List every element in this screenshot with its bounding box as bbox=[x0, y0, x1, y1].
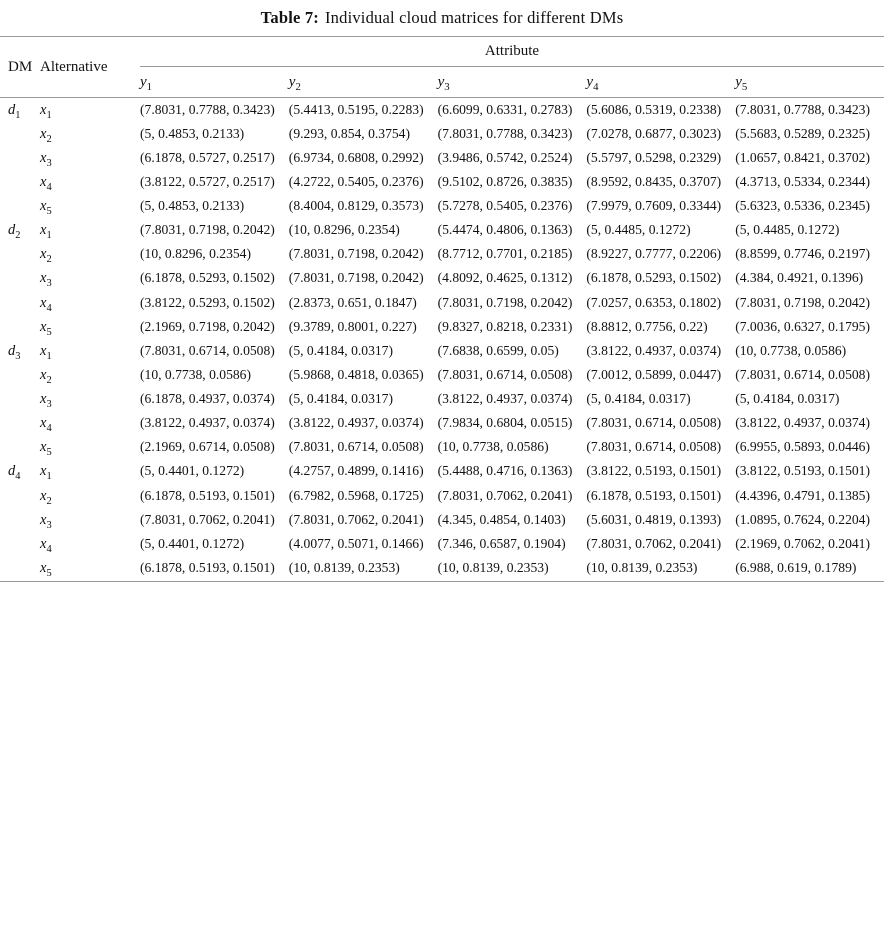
matrix-cell: (7.8031, 0.7788, 0.3423) bbox=[140, 101, 275, 117]
alternative-label: $x_1$ bbox=[40, 463, 52, 483]
header-row-main bbox=[0, 37, 884, 67]
col-header-y1: $y_1$ bbox=[140, 67, 289, 98]
alternative-label: $x_3$ bbox=[40, 270, 52, 290]
matrix-cell: (10, 0.7738, 0.0586) bbox=[140, 366, 252, 382]
matrix-cell: (7.8031, 0.6714, 0.0508) bbox=[288, 439, 424, 455]
matrix-cell: (7.8031, 0.7062, 0.2041) bbox=[288, 511, 424, 527]
matrix-cell: (4.2722, 0.5405, 0.2376) bbox=[288, 173, 424, 189]
matrix-cell: (6.1878, 0.4937, 0.0374) bbox=[140, 391, 275, 406]
table-row bbox=[0, 412, 884, 436]
alternative-label: $x_1$ bbox=[40, 101, 52, 121]
matrix-cell: (6.9734, 0.6808, 0.2992) bbox=[288, 149, 424, 165]
table-row bbox=[0, 243, 884, 267]
alternative-label: $x_1$ bbox=[40, 342, 52, 362]
alternative-label: $x_2$ bbox=[40, 487, 52, 507]
matrix-cell: (4.4396, 0.4791, 0.1385) bbox=[735, 487, 870, 503]
table-row bbox=[0, 146, 884, 170]
alternative-label: $x_4$ bbox=[40, 535, 52, 555]
matrix-cell: (2.1969, 0.7198, 0.2042) bbox=[140, 318, 275, 334]
table-row bbox=[0, 267, 884, 291]
matrix-cell: (5.6323, 0.5336, 0.2345) bbox=[735, 198, 870, 213]
alternative-label: $x_3$ bbox=[40, 391, 52, 410]
matrix-cell: (3.8122, 0.4937, 0.0374) bbox=[140, 415, 275, 431]
matrix-cell: (5.6031, 0.4819, 0.1393) bbox=[586, 511, 722, 527]
matrix-cell: (1.0657, 0.8421, 0.3702) bbox=[735, 149, 870, 165]
matrix-cell: (7.8031, 0.6714, 0.0508) bbox=[437, 366, 573, 382]
alternative-label: $x_5$ bbox=[40, 318, 52, 338]
table-row bbox=[0, 339, 884, 363]
table-row bbox=[0, 122, 884, 146]
matrix-cell: (7.0278, 0.6877, 0.3023) bbox=[586, 125, 722, 141]
matrix-cell: (7.8031, 0.6714, 0.0508) bbox=[735, 366, 870, 382]
matrix-cell: (3.8122, 0.4937, 0.0374) bbox=[586, 342, 722, 358]
matrix-cell: (7.8031, 0.7062, 0.2041) bbox=[437, 487, 573, 503]
matrix-cell: (7.8031, 0.6714, 0.0508) bbox=[140, 342, 275, 358]
table-body bbox=[0, 98, 884, 582]
matrix-cell: (7.8031, 0.6714, 0.0508) bbox=[586, 415, 722, 431]
matrix-cell: (5.9868, 0.4818, 0.0365) bbox=[288, 366, 424, 382]
table-caption-label: Table 7: bbox=[260, 8, 319, 27]
matrix-cell: (5, 0.4184, 0.0317) bbox=[288, 391, 394, 406]
matrix-cell: (7.346, 0.6587, 0.1904) bbox=[437, 535, 566, 551]
table-row bbox=[0, 363, 884, 387]
matrix-cell: (9.8327, 0.8218, 0.2331) bbox=[437, 318, 573, 334]
matrix-cell: (6.9955, 0.5893, 0.0446) bbox=[735, 439, 870, 455]
matrix-cell: (8.8599, 0.7746, 0.2197) bbox=[735, 246, 870, 262]
table-row bbox=[0, 556, 884, 581]
matrix-cell: (3.8122, 0.5193, 0.1501) bbox=[735, 463, 870, 479]
table-row bbox=[0, 436, 884, 460]
table-row bbox=[0, 98, 884, 123]
matrix-cell: (7.9979, 0.7609, 0.3344) bbox=[586, 198, 722, 213]
col-header-y3: $y_3$ bbox=[438, 67, 587, 98]
alternative-label: $x_4$ bbox=[40, 294, 52, 314]
matrix-cell: (8.8812, 0.7756, 0.22) bbox=[586, 318, 708, 334]
matrix-cell: (5.4474, 0.4806, 0.1363) bbox=[437, 222, 573, 238]
alternative-label: $x_4$ bbox=[40, 173, 52, 193]
matrix-cell: (3.8122, 0.5193, 0.1501) bbox=[586, 463, 722, 479]
matrix-cell: (5.4488, 0.4716, 0.1363) bbox=[437, 463, 573, 479]
alternative-label: $x_1$ bbox=[40, 222, 52, 242]
alternative-label: $x_2$ bbox=[40, 246, 52, 266]
matrix-cell: (7.0257, 0.6353, 0.1802) bbox=[586, 294, 722, 310]
table-row bbox=[0, 195, 884, 219]
alternative-label: $x_3$ bbox=[40, 511, 52, 531]
matrix-cell: (6.1878, 0.5193, 0.1501) bbox=[140, 559, 275, 575]
matrix-cell: (7.9834, 0.6804, 0.0515) bbox=[437, 415, 573, 431]
alternative-label: $x_5$ bbox=[40, 439, 52, 459]
matrix-cell: (8.9227, 0.7777, 0.2206) bbox=[586, 246, 722, 262]
matrix-cell: (10, 0.8139, 0.2353) bbox=[586, 559, 698, 575]
table-row bbox=[0, 388, 884, 412]
matrix-cell: (7.8031, 0.7198, 0.2042) bbox=[288, 270, 424, 286]
matrix-cell: (5.4413, 0.5195, 0.2283) bbox=[288, 101, 424, 117]
table-row bbox=[0, 291, 884, 315]
table-row bbox=[0, 170, 884, 194]
matrix-cell: (3.8122, 0.5727, 0.2517) bbox=[140, 173, 275, 189]
col-header-attribute: Attribute bbox=[140, 37, 884, 67]
matrix-cell: (2.1969, 0.7062, 0.2041) bbox=[735, 535, 870, 551]
matrix-cell: (7.0036, 0.6327, 0.1795) bbox=[735, 318, 870, 334]
matrix-cell: (6.1878, 0.5193, 0.1501) bbox=[586, 487, 722, 503]
matrix-cell: (5, 0.4184, 0.0317) bbox=[586, 391, 691, 406]
col-header-y4: $y_4$ bbox=[586, 67, 735, 98]
table-row bbox=[0, 315, 884, 339]
matrix-cell: (5, 0.4485, 0.1272) bbox=[735, 222, 840, 238]
matrix-cell: (8.7712, 0.7701, 0.2185) bbox=[437, 246, 573, 262]
matrix-cell: (1.0895, 0.7624, 0.2204) bbox=[735, 511, 870, 527]
matrix-cell: (4.384, 0.4921, 0.1396) bbox=[735, 270, 864, 286]
matrix-cell: (10, 0.7738, 0.0586) bbox=[437, 439, 549, 455]
dm-label: $d_3$ bbox=[8, 342, 21, 362]
table-row bbox=[0, 219, 884, 243]
col-header-y2: $y_2$ bbox=[289, 67, 438, 98]
matrix-cell: (2.8373, 0.651, 0.1847) bbox=[288, 294, 417, 310]
matrix-cell: (5, 0.4853, 0.2133) bbox=[140, 198, 245, 213]
matrix-cell: (6.1878, 0.5727, 0.2517) bbox=[140, 149, 275, 165]
cloud-matrices-table bbox=[0, 36, 884, 582]
matrix-cell: (3.8122, 0.4937, 0.0374) bbox=[735, 415, 870, 431]
matrix-cell: (7.8031, 0.7062, 0.2041) bbox=[586, 535, 722, 551]
matrix-cell: (5, 0.4401, 0.1272) bbox=[140, 463, 245, 479]
matrix-cell: (7.8031, 0.7788, 0.3423) bbox=[437, 125, 573, 141]
matrix-cell: (6.1878, 0.5293, 0.1502) bbox=[586, 270, 722, 286]
matrix-cell: (10, 0.8296, 0.2354) bbox=[288, 222, 400, 238]
matrix-cell: (7.8031, 0.7198, 0.2042) bbox=[140, 222, 275, 238]
table-row bbox=[0, 532, 884, 556]
matrix-cell: (9.3789, 0.8001, 0.227) bbox=[288, 318, 417, 334]
matrix-cell: (6.6099, 0.6331, 0.2783) bbox=[437, 101, 573, 117]
alternative-label: $x_3$ bbox=[40, 149, 52, 169]
matrix-cell: (6.1878, 0.5193, 0.1501) bbox=[140, 487, 275, 503]
matrix-cell: (8.4004, 0.8129, 0.3573) bbox=[288, 198, 424, 213]
dm-label: $d_1$ bbox=[8, 101, 21, 121]
matrix-cell: (3.9486, 0.5742, 0.2524) bbox=[437, 149, 573, 165]
matrix-cell: (7.8031, 0.7198, 0.2042) bbox=[735, 294, 870, 310]
matrix-cell: (5, 0.4401, 0.1272) bbox=[140, 535, 245, 551]
col-header-dm: DM bbox=[0, 37, 40, 98]
matrix-cell: (5, 0.4184, 0.0317) bbox=[735, 391, 840, 406]
matrix-cell: (5.6086, 0.5319, 0.2338) bbox=[586, 101, 722, 117]
alternative-label: $x_4$ bbox=[40, 415, 52, 435]
matrix-cell: (7.0012, 0.5899, 0.0447) bbox=[586, 366, 722, 382]
col-header-alternative: Alternative bbox=[40, 37, 140, 98]
dm-label: $d_4$ bbox=[8, 463, 21, 483]
matrix-cell: (9.5102, 0.8726, 0.3835) bbox=[437, 173, 573, 189]
matrix-cell: (3.8122, 0.5293, 0.1502) bbox=[140, 294, 275, 310]
matrix-cell: (5.7278, 0.5405, 0.2376) bbox=[437, 198, 573, 213]
matrix-cell: (5, 0.4184, 0.0317) bbox=[288, 342, 394, 358]
matrix-cell: (5, 0.4485, 0.1272) bbox=[586, 222, 691, 238]
matrix-cell: (10, 0.8139, 0.2353) bbox=[288, 559, 400, 575]
matrix-cell: (3.8122, 0.4937, 0.0374) bbox=[437, 391, 573, 406]
matrix-cell: (6.988, 0.619, 0.1789) bbox=[735, 559, 857, 575]
alternative-label: $x_5$ bbox=[40, 198, 52, 217]
matrix-cell: (7.8031, 0.7788, 0.3423) bbox=[735, 101, 870, 117]
table-caption bbox=[0, 4, 884, 36]
matrix-cell: (9.293, 0.854, 0.3754) bbox=[288, 125, 410, 141]
matrix-cell: (4.0077, 0.5071, 0.1466) bbox=[288, 535, 424, 551]
matrix-cell: (5.5683, 0.5289, 0.2325) bbox=[735, 125, 870, 141]
alternative-label: $x_5$ bbox=[40, 559, 52, 579]
matrix-cell: (8.9592, 0.8435, 0.3707) bbox=[586, 173, 722, 189]
matrix-cell: (7.6838, 0.6599, 0.05) bbox=[437, 342, 559, 358]
dm-label: $d_2$ bbox=[8, 222, 21, 242]
col-header-y5: $y_5$ bbox=[735, 67, 884, 98]
alternative-label: $x_2$ bbox=[40, 125, 52, 145]
matrix-cell: (7.8031, 0.7198, 0.2042) bbox=[288, 246, 424, 262]
matrix-cell: (7.8031, 0.6714, 0.0508) bbox=[586, 439, 722, 455]
alternative-label: $x_2$ bbox=[40, 366, 52, 386]
matrix-cell: (6.1878, 0.5293, 0.1502) bbox=[140, 270, 275, 286]
table-row bbox=[0, 460, 884, 484]
matrix-cell: (4.3713, 0.5334, 0.2344) bbox=[735, 173, 870, 189]
table-row bbox=[0, 484, 884, 508]
matrix-cell: (4.8092, 0.4625, 0.1312) bbox=[437, 270, 573, 286]
matrix-cell: (3.8122, 0.4937, 0.0374) bbox=[288, 415, 424, 431]
table-head bbox=[0, 37, 884, 98]
table-row bbox=[0, 508, 884, 532]
matrix-cell: (7.8031, 0.7198, 0.2042) bbox=[437, 294, 573, 310]
matrix-cell: (5.5797, 0.5298, 0.2329) bbox=[586, 149, 722, 165]
matrix-cell: (10, 0.8296, 0.2354) bbox=[140, 246, 252, 262]
matrix-cell: (10, 0.8139, 0.2353) bbox=[437, 559, 549, 575]
matrix-cell: (5, 0.4853, 0.2133) bbox=[140, 125, 245, 141]
matrix-cell: (2.1969, 0.6714, 0.0508) bbox=[140, 439, 275, 455]
matrix-cell: (4.2757, 0.4899, 0.1416) bbox=[288, 463, 424, 479]
matrix-cell: (10, 0.7738, 0.0586) bbox=[735, 342, 847, 358]
matrix-cell: (7.8031, 0.7062, 0.2041) bbox=[140, 511, 275, 527]
table-caption-text: Individual cloud matrices for different DMs bbox=[324, 8, 624, 27]
matrix-cell: (6.7982, 0.5968, 0.1725) bbox=[288, 487, 424, 503]
matrix-cell: (4.345, 0.4854, 0.1403) bbox=[437, 511, 566, 527]
